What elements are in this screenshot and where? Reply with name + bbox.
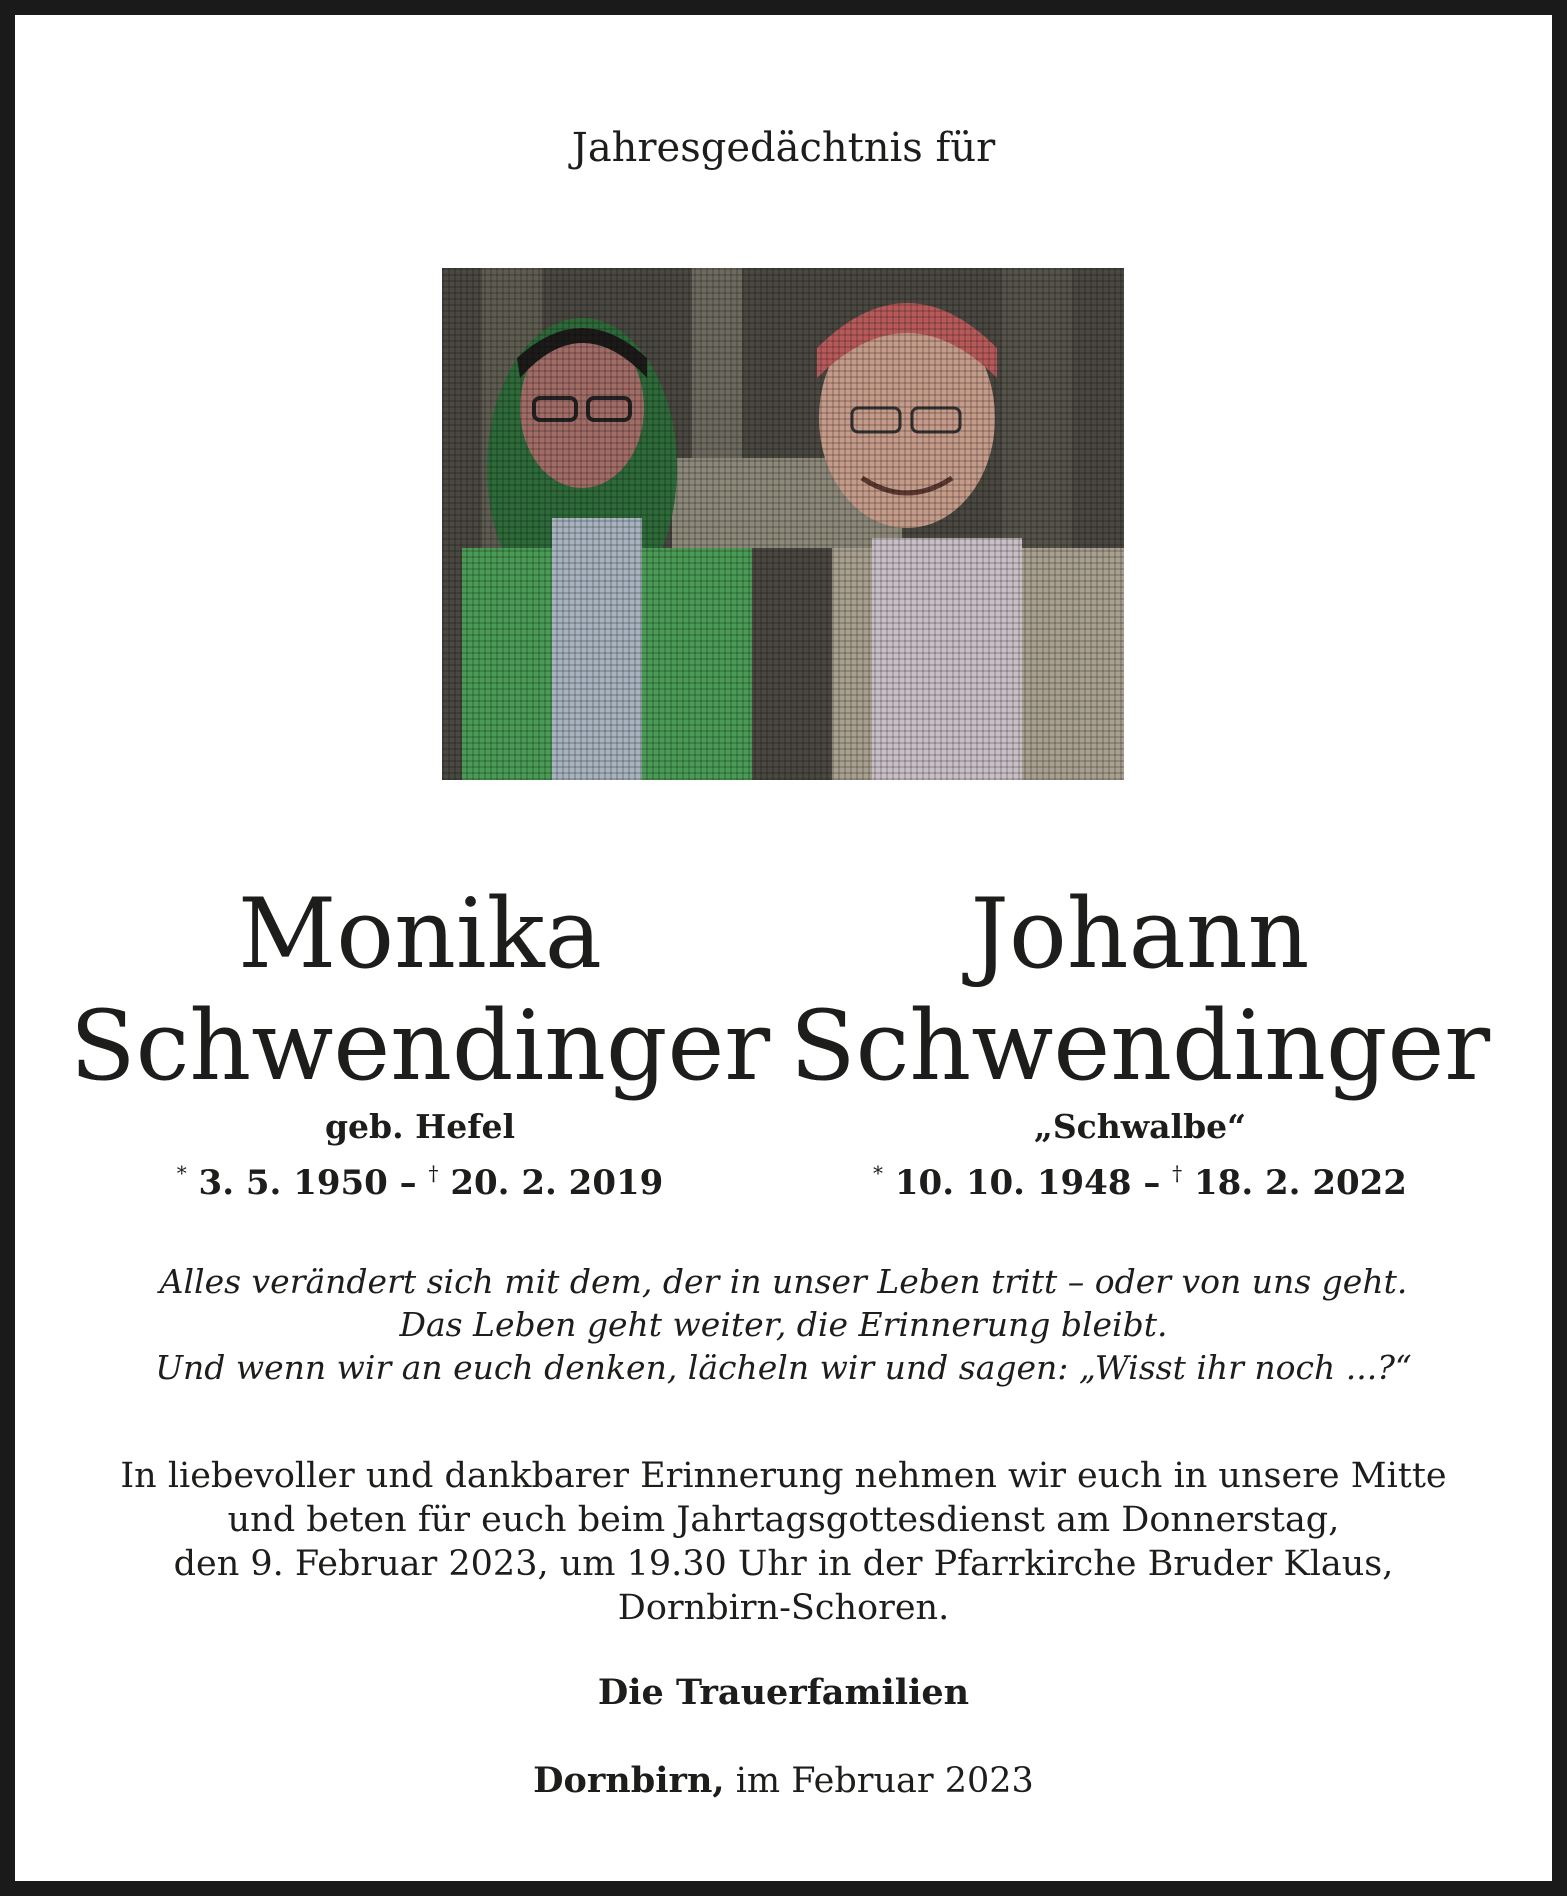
signature: Die Trauerfamilien [597,1672,970,1713]
left-death-date: 20. 2. 2019 [450,1163,664,1203]
left-first-name: Monika [237,878,603,990]
service-announcement [0,1454,1567,1630]
announcement-line: den 9. Februar 2023, um 19.30 Uhr in der Pfarrkirche Bruder Klaus, [173,1544,1394,1584]
left-name-block [40,878,800,1102]
place-date-line [0,1758,1567,1804]
left-life-dates [40,1150,800,1206]
birth-star-icon: * [176,1161,187,1185]
date-text: im Februar 2023 [724,1761,1034,1801]
poem-line: Alles verändert sich mit dem, der in unser Leben tritt – oder von uns geht. [159,1262,1408,1301]
birth-star-icon: * [873,1161,884,1185]
right-death-date: 18. 2. 2022 [1194,1163,1407,1203]
date-separator: – [1131,1163,1173,1203]
poem-line: Und wenn wir an euch denken, lächeln wir und sagen: „Wisst ihr noch ...?“ [155,1348,1412,1387]
memorial-poem [0,1260,1567,1389]
notice-heading: Jahresgedächtnis für [571,125,996,171]
place-name: Dornbirn, [533,1760,725,1801]
announcement-line: Dornbirn-Schoren. [617,1588,950,1628]
death-cross-icon: † [428,1161,439,1185]
left-maiden-name: geb. Hefel [324,1107,516,1146]
announcement-line: und beten für euch beim Jahrtagsgottesdienst am Donnerstag, [227,1500,1340,1540]
right-name-block [760,878,1520,1102]
right-birth-date: 10. 10. 1948 [894,1163,1132,1203]
poem-line: Das Leben geht weiter, die Erinnerung bleibt. [399,1305,1168,1344]
right-first-name: Johann [970,878,1310,990]
right-nickname: „Schwalbe“ [1033,1107,1247,1146]
left-birth-date: 3. 5. 1950 [198,1163,388,1203]
death-cross-icon: † [1172,1161,1183,1185]
couple-photo [442,268,1124,780]
right-life-dates [760,1150,1520,1206]
left-last-name: Schwendinger [69,990,771,1102]
right-last-name: Schwendinger [789,990,1491,1102]
announcement-line: In liebevoller und dankbarer Erinnerung nehmen wir euch in unsere Mitte [120,1456,1447,1496]
date-separator: – [387,1163,429,1203]
